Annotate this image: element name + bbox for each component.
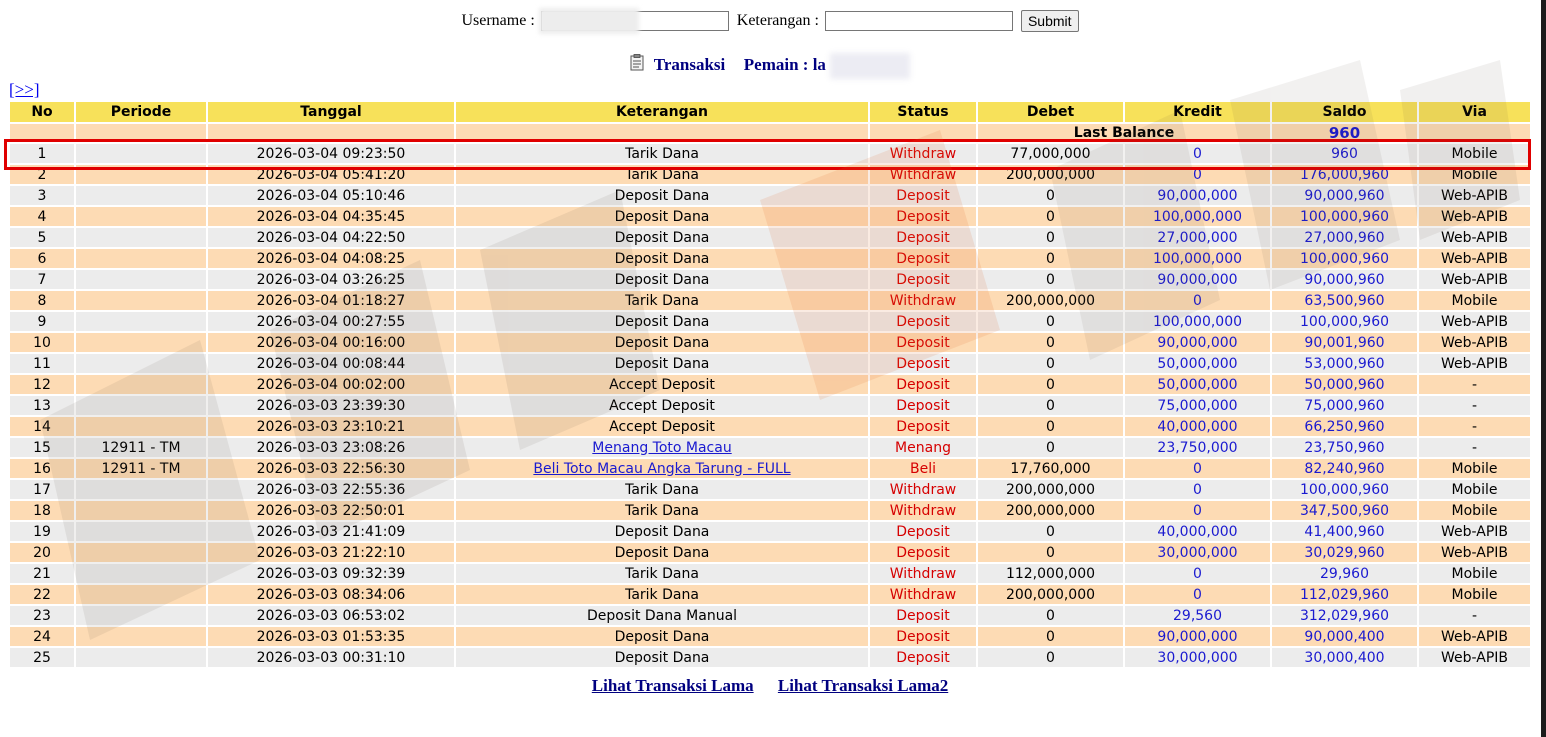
cell-tanggal: 2026-03-03 23:10:21 <box>208 417 454 438</box>
cell-debet: 0 <box>978 648 1123 669</box>
cell-periode <box>76 606 206 627</box>
cell-no: 18 <box>10 501 74 522</box>
cell-keterangan: Deposit Dana <box>456 228 868 249</box>
cell-status: Deposit <box>870 522 976 543</box>
cell-periode <box>76 417 206 438</box>
table-row <box>10 438 1530 459</box>
cell-keterangan: Accept Deposit <box>456 417 868 438</box>
cell-tanggal: 2026-03-04 04:35:45 <box>208 207 454 228</box>
username-redaction <box>539 8 639 34</box>
cell-periode <box>76 186 206 207</box>
cell-kredit: 0 <box>1125 291 1270 312</box>
cell-saldo: 63,500,960 <box>1272 291 1417 312</box>
cell-tanggal: 2026-03-03 22:55:36 <box>208 480 454 501</box>
cell-via: Mobile <box>1419 564 1530 585</box>
cell-via: Web-APIB <box>1419 249 1530 270</box>
cell-saldo: 960 <box>1272 144 1417 165</box>
cell-keterangan: Deposit Dana Manual <box>456 606 868 627</box>
keterangan-label: Keterangan : <box>736 12 819 29</box>
cell-debet: 0 <box>978 312 1123 333</box>
cell-debet: 200,000,000 <box>978 501 1123 522</box>
cell-status: Deposit <box>870 354 976 375</box>
cell-debet: 0 <box>978 543 1123 564</box>
cell-keterangan: Deposit Dana <box>456 543 868 564</box>
pemain-redaction <box>830 53 910 79</box>
cell-via: Mobile <box>1419 585 1530 606</box>
cell-status: Deposit <box>870 186 976 207</box>
cell-kredit: 40,000,000 <box>1125 417 1270 438</box>
column-header: Keterangan <box>456 102 868 124</box>
cell-tanggal: 2026-03-04 05:41:20 <box>208 165 454 186</box>
cell-periode <box>76 501 206 522</box>
cell-status: Menang <box>870 438 976 459</box>
cell-saldo: 312,029,960 <box>1272 606 1417 627</box>
column-header: Kredit <box>1125 102 1270 124</box>
table-row <box>10 480 1530 501</box>
cell-saldo: 50,000,960 <box>1272 375 1417 396</box>
cell-saldo: 112,029,960 <box>1272 585 1417 606</box>
cell-tanggal: 2026-03-04 05:10:46 <box>208 186 454 207</box>
cell-keterangan <box>456 459 868 480</box>
cell-via: Web-APIB <box>1419 543 1530 564</box>
table-row <box>10 186 1530 207</box>
cell-saldo: 66,250,960 <box>1272 417 1417 438</box>
cell-tanggal: 2026-03-03 21:22:10 <box>208 543 454 564</box>
table-row <box>10 165 1530 186</box>
cell-no: 24 <box>10 627 74 648</box>
cell-no: 6 <box>10 249 74 270</box>
cell-via: Mobile <box>1419 165 1530 186</box>
cell-keterangan: Deposit Dana <box>456 270 868 291</box>
username-label: Username : <box>461 12 535 29</box>
cell-status: Deposit <box>870 375 976 396</box>
cell-kredit: 0 <box>1125 585 1270 606</box>
last-balance-value: 960 <box>1272 124 1417 144</box>
cell-debet: 17,760,000 <box>978 459 1123 480</box>
cell-saldo: 27,000,960 <box>1272 228 1417 249</box>
cell-via: Web-APIB <box>1419 333 1530 354</box>
keterangan-link[interactable]: Beli Toto Macau Angka Tarung - FULL <box>533 460 791 477</box>
table-row <box>10 291 1530 312</box>
cell-debet: 0 <box>978 228 1123 249</box>
cell-tanggal: 2026-03-04 01:18:27 <box>208 291 454 312</box>
cell-no: 8 <box>10 291 74 312</box>
cell-keterangan: Tarik Dana <box>456 480 868 501</box>
cell-via: - <box>1419 438 1530 459</box>
cell-no: 20 <box>10 543 74 564</box>
table-row <box>10 249 1530 270</box>
cell-keterangan: Deposit Dana <box>456 312 868 333</box>
cell-keterangan: Tarik Dana <box>456 144 868 165</box>
cell-periode <box>76 354 206 375</box>
cell-tanggal: 2026-03-03 22:56:30 <box>208 459 454 480</box>
cell-via: - <box>1419 417 1530 438</box>
cell-tanggal: 2026-03-03 00:31:10 <box>208 648 454 669</box>
lihat-transaksi-lama-link[interactable]: Lihat Transaksi Lama <box>591 676 754 695</box>
table-row <box>10 585 1530 606</box>
filter-form <box>0 8 1540 34</box>
cell-via: Mobile <box>1419 291 1530 312</box>
table-row <box>10 459 1530 480</box>
cell-no: 15 <box>10 438 74 459</box>
cell-via: Mobile <box>1419 501 1530 522</box>
cell-kredit: 23,750,000 <box>1125 438 1270 459</box>
cell-status: Withdraw <box>870 501 976 522</box>
cell-debet: 200,000,000 <box>978 480 1123 501</box>
lihat-transaksi-lama2-link[interactable]: Lihat Transaksi Lama2 <box>777 676 949 695</box>
cell-tanggal: 2026-03-04 09:23:50 <box>208 144 454 165</box>
table-row <box>10 207 1530 228</box>
cell-status: Deposit <box>870 207 976 228</box>
cell-via: - <box>1419 606 1530 627</box>
cell-saldo: 41,400,960 <box>1272 522 1417 543</box>
cell-via: - <box>1419 375 1530 396</box>
cell-tanggal: 2026-03-04 00:02:00 <box>208 375 454 396</box>
cell-debet: 0 <box>978 522 1123 543</box>
cell-debet: 0 <box>978 627 1123 648</box>
column-header: Periode <box>76 102 206 124</box>
cell-tanggal: 2026-03-03 08:34:06 <box>208 585 454 606</box>
cell-keterangan: Tarik Dana <box>456 585 868 606</box>
cell-via: Web-APIB <box>1419 228 1530 249</box>
cell-tanggal: 2026-03-03 23:39:30 <box>208 396 454 417</box>
cell-tanggal: 2026-03-04 04:08:25 <box>208 249 454 270</box>
cell-via: Web-APIB <box>1419 522 1530 543</box>
table-row <box>10 375 1530 396</box>
cell-no: 1 <box>10 144 74 165</box>
cell-saldo: 100,000,960 <box>1272 249 1417 270</box>
footer-links <box>0 676 1540 696</box>
cell-no: 13 <box>10 396 74 417</box>
cell-no: 23 <box>10 606 74 627</box>
cell-debet: 0 <box>978 375 1123 396</box>
cell-kredit: 29,560 <box>1125 606 1270 627</box>
table-row <box>10 501 1530 522</box>
cell-no: 12 <box>10 375 74 396</box>
cell-keterangan: Accept Deposit <box>456 396 868 417</box>
table-row <box>10 144 1530 165</box>
cell-no: 21 <box>10 564 74 585</box>
cell-tanggal: 2026-03-04 00:08:44 <box>208 354 454 375</box>
cell-kredit: 30,000,000 <box>1125 543 1270 564</box>
cell-no: 7 <box>10 270 74 291</box>
column-header: No <box>10 102 74 124</box>
cell-no: 25 <box>10 648 74 669</box>
table-row <box>10 270 1530 291</box>
table-row <box>10 333 1530 354</box>
cell-via: Web-APIB <box>1419 207 1530 228</box>
cell-via: Web-APIB <box>1419 270 1530 291</box>
cell-status: Withdraw <box>870 564 976 585</box>
cell-keterangan: Deposit Dana <box>456 186 868 207</box>
cell-status: Deposit <box>870 648 976 669</box>
cell-tanggal: 2026-03-03 09:32:39 <box>208 564 454 585</box>
cell-no: 9 <box>10 312 74 333</box>
table-row <box>10 564 1530 585</box>
cell-periode <box>76 270 206 291</box>
cell-tanggal: 2026-03-03 23:08:26 <box>208 438 454 459</box>
cell-kredit: 90,000,000 <box>1125 186 1270 207</box>
cell-kredit: 0 <box>1125 165 1270 186</box>
cell-status: Deposit <box>870 312 976 333</box>
cell-periode <box>76 144 206 165</box>
cell-no: 3 <box>10 186 74 207</box>
cell-tanggal: 2026-03-03 21:41:09 <box>208 522 454 543</box>
cell-periode <box>76 564 206 585</box>
cell-saldo: 90,000,400 <box>1272 627 1417 648</box>
cell-saldo: 23,750,960 <box>1272 438 1417 459</box>
cell-status: Deposit <box>870 270 976 291</box>
cell-saldo: 29,960 <box>1272 564 1417 585</box>
cell-via: Mobile <box>1419 480 1530 501</box>
cell-no: 2 <box>10 165 74 186</box>
cell-tanggal: 2026-03-03 22:50:01 <box>208 501 454 522</box>
cell-via: Mobile <box>1419 459 1530 480</box>
table-row <box>10 396 1530 417</box>
cell-keterangan: Deposit Dana <box>456 207 868 228</box>
column-header: Via <box>1419 102 1530 124</box>
cell-status: Deposit <box>870 396 976 417</box>
cell-kredit: 27,000,000 <box>1125 228 1270 249</box>
cell-kredit: 100,000,000 <box>1125 207 1270 228</box>
cell-kredit: 50,000,000 <box>1125 375 1270 396</box>
cell-via: Web-APIB <box>1419 186 1530 207</box>
cell-debet: 77,000,000 <box>978 144 1123 165</box>
cell-keterangan: Deposit Dana <box>456 333 868 354</box>
cell-keterangan <box>456 438 868 459</box>
last-balance-row <box>10 124 1530 144</box>
table-row <box>10 312 1530 333</box>
cell-keterangan: Tarik Dana <box>456 564 868 585</box>
page-title <box>0 53 1540 79</box>
cell-saldo: 75,000,960 <box>1272 396 1417 417</box>
cell-via: Web-APIB <box>1419 312 1530 333</box>
keterangan-link[interactable]: Menang Toto Macau <box>592 439 732 456</box>
cell-debet: 200,000,000 <box>978 165 1123 186</box>
cell-tanggal: 2026-03-04 00:27:55 <box>208 312 454 333</box>
cell-debet: 200,000,000 <box>978 291 1123 312</box>
cell-periode: 12911 - TM <box>76 459 206 480</box>
window-edge <box>1541 0 1546 737</box>
cell-tanggal: 2026-03-04 04:22:50 <box>208 228 454 249</box>
cell-tanggal: 2026-03-03 01:53:35 <box>208 627 454 648</box>
table-row <box>10 522 1530 543</box>
cell-debet: 0 <box>978 333 1123 354</box>
cell-kredit: 0 <box>1125 459 1270 480</box>
cell-debet: 0 <box>978 354 1123 375</box>
cell-keterangan: Deposit Dana <box>456 627 868 648</box>
cell-keterangan: Deposit Dana <box>456 249 868 270</box>
title-pemain: Pemain : la <box>743 54 826 74</box>
cell-via: Web-APIB <box>1419 627 1530 648</box>
cell-kredit: 0 <box>1125 480 1270 501</box>
cell-tanggal: 2026-03-04 00:16:00 <box>208 333 454 354</box>
cell-kredit: 100,000,000 <box>1125 312 1270 333</box>
cell-kredit: 0 <box>1125 564 1270 585</box>
cell-status: Beli <box>870 459 976 480</box>
table-row <box>10 627 1530 648</box>
cell-no: 17 <box>10 480 74 501</box>
cell-status: Deposit <box>870 333 976 354</box>
cell-periode <box>76 165 206 186</box>
cell-saldo: 30,029,960 <box>1272 543 1417 564</box>
cell-saldo: 90,000,960 <box>1272 186 1417 207</box>
cell-saldo: 100,000,960 <box>1272 312 1417 333</box>
cell-no: 11 <box>10 354 74 375</box>
cell-via: - <box>1419 396 1530 417</box>
cell-saldo: 176,000,960 <box>1272 165 1417 186</box>
cell-saldo: 90,001,960 <box>1272 333 1417 354</box>
cell-periode <box>76 375 206 396</box>
cell-status: Withdraw <box>870 585 976 606</box>
cell-kredit: 30,000,000 <box>1125 648 1270 669</box>
cell-saldo: 100,000,960 <box>1272 480 1417 501</box>
table-row <box>10 354 1530 375</box>
cell-saldo: 347,500,960 <box>1272 501 1417 522</box>
cell-tanggal: 2026-03-04 03:26:25 <box>208 270 454 291</box>
cell-kredit: 90,000,000 <box>1125 627 1270 648</box>
column-header: Tanggal <box>208 102 454 124</box>
table-row <box>10 417 1530 438</box>
table-header-row <box>10 102 1530 124</box>
cell-debet: 0 <box>978 207 1123 228</box>
cell-periode <box>76 648 206 669</box>
cell-debet: 0 <box>978 417 1123 438</box>
cell-via: Web-APIB <box>1419 648 1530 669</box>
cell-periode <box>76 333 206 354</box>
cell-periode <box>76 396 206 417</box>
cell-no: 19 <box>10 522 74 543</box>
cell-no: 16 <box>10 459 74 480</box>
cell-periode <box>76 291 206 312</box>
submit-button[interactable]: Submit <box>1021 10 1079 32</box>
cell-keterangan: Tarik Dana <box>456 501 868 522</box>
cell-tanggal: 2026-03-03 06:53:02 <box>208 606 454 627</box>
cell-kredit: 50,000,000 <box>1125 354 1270 375</box>
cell-kredit: 90,000,000 <box>1125 333 1270 354</box>
clipboard-icon <box>630 54 644 71</box>
cell-debet: 112,000,000 <box>978 564 1123 585</box>
table-row <box>10 228 1530 249</box>
column-header: Saldo <box>1272 102 1417 124</box>
cell-kredit: 0 <box>1125 144 1270 165</box>
cell-kredit: 100,000,000 <box>1125 249 1270 270</box>
cell-status: Deposit <box>870 543 976 564</box>
cell-periode <box>76 480 206 501</box>
cell-keterangan: Deposit Dana <box>456 648 868 669</box>
cell-periode <box>76 207 206 228</box>
cell-saldo: 30,000,400 <box>1272 648 1417 669</box>
cell-debet: 0 <box>978 270 1123 291</box>
cell-status: Deposit <box>870 249 976 270</box>
cell-status: Deposit <box>870 606 976 627</box>
cell-status: Deposit <box>870 228 976 249</box>
cell-saldo: 100,000,960 <box>1272 207 1417 228</box>
cell-no: 4 <box>10 207 74 228</box>
last-balance-label: Last Balance <box>978 124 1270 144</box>
cell-keterangan: Tarik Dana <box>456 165 868 186</box>
cell-kredit: 0 <box>1125 501 1270 522</box>
table-row <box>10 648 1530 669</box>
cell-periode: 12911 - TM <box>76 438 206 459</box>
cell-keterangan: Tarik Dana <box>456 291 868 312</box>
cell-saldo: 90,000,960 <box>1272 270 1417 291</box>
cell-via: Mobile <box>1419 144 1530 165</box>
cell-debet: 0 <box>978 438 1123 459</box>
cell-keterangan: Deposit Dana <box>456 354 868 375</box>
cell-kredit: 75,000,000 <box>1125 396 1270 417</box>
cell-saldo: 53,000,960 <box>1272 354 1417 375</box>
cell-status: Deposit <box>870 627 976 648</box>
cell-debet: 200,000,000 <box>978 585 1123 606</box>
next-page-link[interactable]: [>>] <box>9 80 40 99</box>
transaction-table <box>8 102 1532 669</box>
cell-kredit: 90,000,000 <box>1125 270 1270 291</box>
cell-no: 14 <box>10 417 74 438</box>
cell-debet: 0 <box>978 396 1123 417</box>
cell-status: Withdraw <box>870 291 976 312</box>
table-row <box>10 543 1530 564</box>
table-row <box>10 606 1530 627</box>
cell-debet: 0 <box>978 606 1123 627</box>
cell-no: 22 <box>10 585 74 606</box>
cell-periode <box>76 627 206 648</box>
cell-no: 5 <box>10 228 74 249</box>
cell-periode <box>76 249 206 270</box>
cell-status: Deposit <box>870 417 976 438</box>
column-header: Status <box>870 102 976 124</box>
cell-status: Withdraw <box>870 144 976 165</box>
cell-periode <box>76 585 206 606</box>
cell-keterangan: Deposit Dana <box>456 522 868 543</box>
cell-keterangan: Accept Deposit <box>456 375 868 396</box>
cell-kredit: 40,000,000 <box>1125 522 1270 543</box>
cell-periode <box>76 543 206 564</box>
cell-periode <box>76 522 206 543</box>
cell-periode <box>76 228 206 249</box>
cell-debet: 0 <box>978 249 1123 270</box>
cell-status: Withdraw <box>870 165 976 186</box>
column-header: Debet <box>978 102 1123 124</box>
cell-no: 10 <box>10 333 74 354</box>
keterangan-input[interactable] <box>825 11 1013 31</box>
title-transaksi: Transaksi <box>653 54 726 74</box>
cell-periode <box>76 312 206 333</box>
cell-saldo: 82,240,960 <box>1272 459 1417 480</box>
cell-debet: 0 <box>978 186 1123 207</box>
cell-status: Withdraw <box>870 480 976 501</box>
cell-via: Web-APIB <box>1419 354 1530 375</box>
